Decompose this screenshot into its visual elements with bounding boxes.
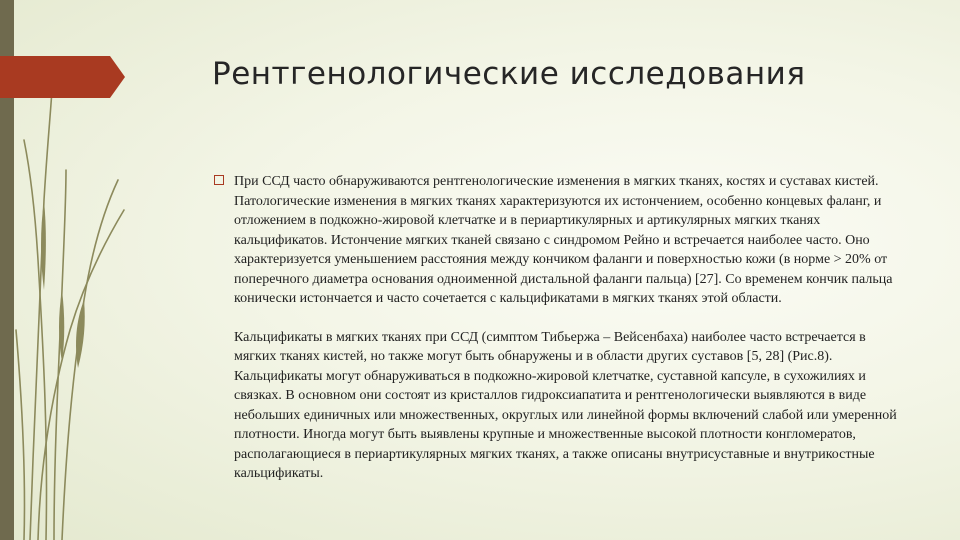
square-outline-icon [214, 175, 224, 185]
slide-content [214, 172, 904, 503]
paragraph-calcifications: Кальцификаты в мягких тканях при ССД (симптом Тибьержа – Вейсенбаха) наиболее часто встречается в мягких тканях кистей, но также могут быть обнаружены и в области других суставов [5, 28] (Рис.8). Кальцификаты могут обнаруживаться в подкожно-жировой клетчатке, суставной капсуле, в сухожилиях и связках. В основном они состоят из кристаллов гидроксиапатита и рентгенологически выявляются в виде небольших единичных или множественных, округлых или линейной формы включений слабой или умеренной плотности. Иногда могут быть выявлены крупные и множественные высокой плотности конгломератов, располагающиеся в периартикулярных мягких тканях, а также описаны внутрисуставные и внутрикостные кальцификаты. [234, 329, 897, 481]
title-accent-arrow [0, 56, 125, 98]
slide-title: Рентгенологические исследования [212, 56, 806, 92]
paragraph-soft-tissue-changes: При ССД часто обнаруживаются рентгенологические изменения в мягких тканях, костях и суставах кистей. Патологические изменения в мягких тканях характеризуются их истончением, особенно концевых фаланг, и отложением в подкожно-жировой клетчатке и в периартикулярных и артикулярных мягких тканях кальцификатов. Истончение мягких тканей связано с синдромом Рейно и встречается наиболее часто. Оно характеризуется уменьшением расстояния между кончиком фаланги и поверхностью кожи (в норме > 20% от поперечного диаметра основания одноименной дистальной фаланги пальца) [27]. Со временем кончик пальца конически истончается и часто сочетается с кальцификатами в мягких тканях этой области. [234, 174, 893, 306]
